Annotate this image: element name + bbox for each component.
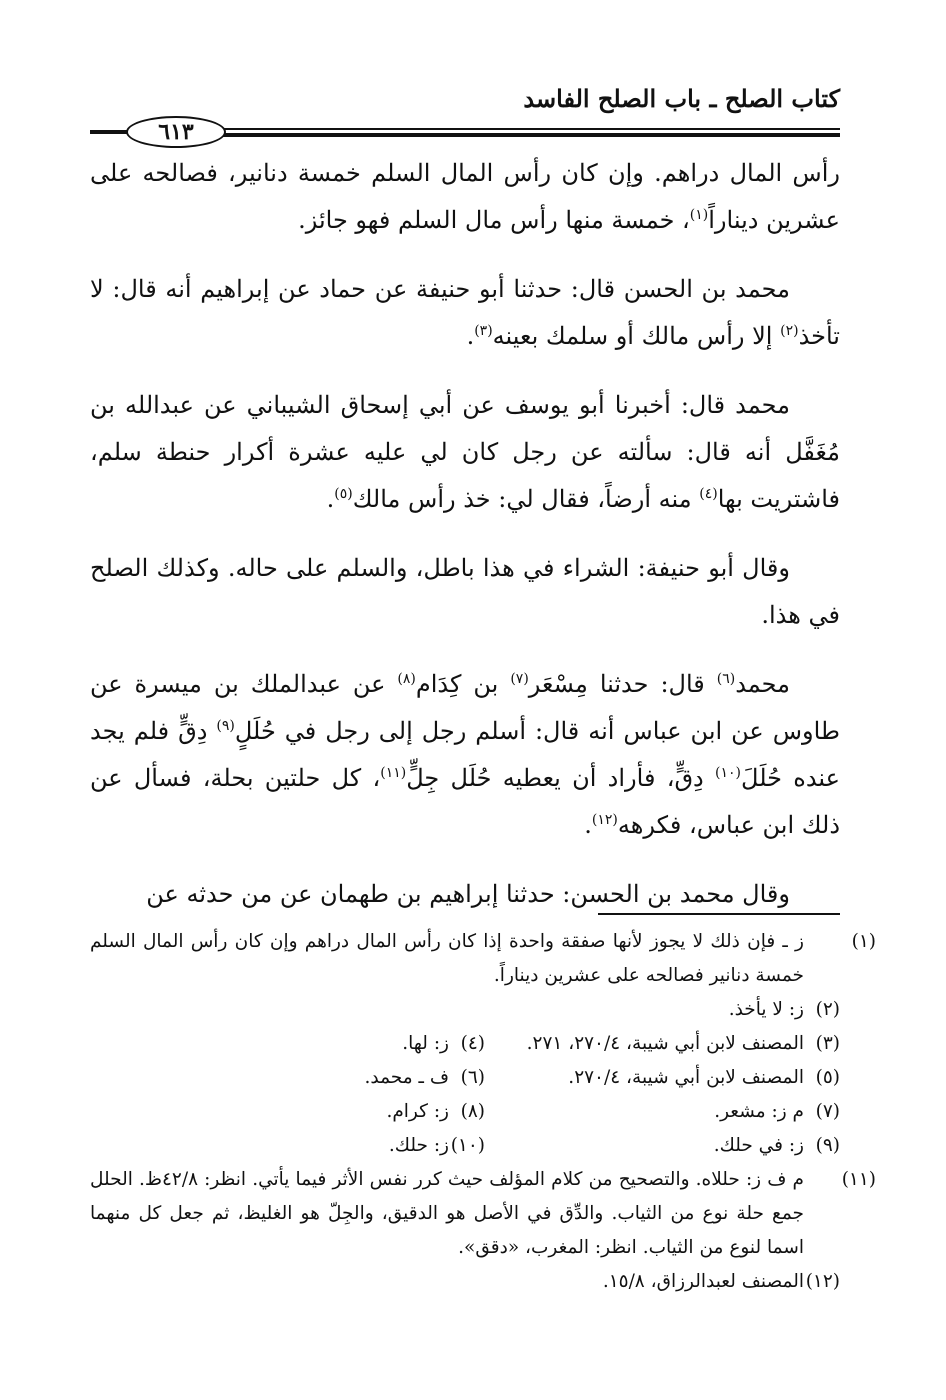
header-rule [90,120,840,144]
paragraph-5 [90,661,840,849]
footnote-ref: (٢) [780,323,799,339]
paragraph-text: محمد [735,670,791,698]
footnote-marker: (٧) [815,1101,840,1122]
footnote-text: ز: لا يأخذ. [728,999,804,1020]
footnote-row [90,1027,840,1061]
footnote-row [90,1095,840,1129]
page-number: ٦١٣ [126,116,226,148]
footnote-ref: (٧) [510,671,529,687]
footnote-12 [90,1265,840,1299]
paragraph-4 [90,545,840,639]
footnote-ref: (٦) [716,671,736,687]
footnote-marker: (١) [851,931,876,952]
footnote-text: م ز: مشعر. [714,1101,804,1122]
paragraph-text: بن كِدَام [415,670,511,698]
footnote-text: م ف ز: حللاه. والتصحيح من كلام المؤلف حيث كرر نفس الأثر فيما يأتي. انظر: ٤٢/٨ظ. الحلل جمع حلة نوع من الثياب. والدِّق في الأصل هو الدقيق، والجِلّ هو الغليظ، ثم جعل كل منهما اسما لنوع من الثياب. انظر: المغرب، «دقق». [90,1169,804,1258]
footnote-9 [505,1129,840,1163]
footnote-ref: (٣) [474,323,493,339]
main-text [90,150,840,940]
running-title: كتاب الصلح ـ باب الصلح الفاسد [523,84,840,113]
footnote-marker: (٨) [460,1101,485,1122]
paragraph-text: عن عبدالملك بن ميسرة عن طاوس عن ابن عباس أنه قال: أسلم رجل إلى رجل في حُلَلٍ [90,670,841,745]
footnote-ref: (١١) [380,765,407,781]
footnote-marker: (١٢) [805,1271,840,1292]
paragraph-3 [90,382,840,523]
paragraph-text: دِقٍّ، فأراد أن يعطيه حُلَل جِلٍّ [406,764,716,792]
footnote-row [90,1129,840,1163]
paragraph-text: . [326,485,335,513]
footnote-text: المصنف لابن أبي شيبة، ٢٧٠/٤. [568,1067,804,1088]
paragraph-text: دِقٍّ فلم يجد عنده حُلَلَ [90,717,840,792]
footnote-separator [598,913,840,915]
footnote-5 [505,1061,840,1095]
footnote-text: ز: حلك. [388,1135,449,1156]
paragraph-text: . [466,322,475,350]
footnote-text: ز ـ فإن ذلك لا يجوز لأنها صفقة واحدة إذا كان رأس المال دراهم وإن كان رأس المال السلم خمسة دنانير فصالحه على عشرين ديناراً. [90,931,804,986]
footnote-marker: (١٠) [450,1135,485,1156]
footnote-4 [402,1027,485,1061]
footnote-text: المصنف لعبدالرزاق، ١٥/٨. [602,1271,804,1292]
footnote-marker: (١١) [841,1169,876,1190]
footnote-row [90,1061,840,1095]
footnote-ref: (٥) [334,486,353,502]
paragraph-text: . [584,811,592,839]
footnotes [90,925,876,1299]
header-rule-thin-line [210,128,840,130]
footnote-marker: (٣) [815,1033,840,1054]
footnote-ref: (٩) [216,718,235,734]
footnote-text: ز: في حلك. [713,1135,804,1156]
paragraph-text: محمد قال: أخبرنا أبو يوسف عن أبي إسحاق الشيباني عن عبدالله بن مُغَفَّل أنه قال: سألته عن رجل كان لي عليه عشرة أكرار حنطة سلم، فاشتريت بها [90,391,840,513]
paragraph-text: ، كل حلتين بحلة، فسأل عن ذلك ابن عباس، فكرهه [90,764,840,839]
footnote-marker: (٥) [815,1067,840,1088]
footnote-text: ز: كرام. [386,1101,449,1122]
header-rule-thick-line [210,133,840,137]
footnote-text: ف ـ محمد. [364,1067,449,1088]
paragraph-text: وقال محمد بن الحسن: حدثنا إبراهيم بن طهمان عن من حدثه عن [146,880,790,908]
footnote-8 [386,1095,485,1129]
footnote-ref: (١٠) [715,765,742,781]
paragraph-2 [90,266,840,360]
paragraph-text: منه أرضاً، فقال لي: خذ رأس مالك [352,485,700,513]
paragraph-text: وقال أبو حنيفة: الشراء في هذا باطل، والسلم على حاله. وكذلك الصلح في هذا. [90,554,840,629]
paragraph-6 [90,871,840,918]
paragraph-1 [90,150,840,244]
footnote-10 [389,1129,485,1163]
footnote-ref: (٤) [699,486,718,502]
page-number-ornament [90,130,130,134]
footnote-ref: (٨) [397,671,416,687]
page-header [90,78,840,148]
footnote-3 [505,1027,840,1061]
paragraph-text: رأس المال دراهم. وإن كان رأس المال السلم خمسة دنانير، فصالحه على عشرين ديناراً [90,159,840,234]
footnote-ref: (١) [689,207,709,223]
footnote-7 [505,1095,840,1129]
footnote-text: المصنف لابن أبي شيبة، ٢٧٠/٤، ٢٧١. [526,1033,804,1054]
paragraph-text: ، خمسة منها رأس مال السلم فهو جائز. [298,206,690,234]
paragraph-text: إلا رأس مالك أو سلمك بعينه [492,322,781,350]
footnote-1 [90,925,876,993]
footnote-6 [365,1061,486,1095]
footnote-2 [90,993,840,1027]
footnote-marker: (٦) [460,1067,485,1088]
footnote-marker: (٩) [815,1135,840,1156]
footnote-marker: (٢) [815,999,840,1020]
paragraph-text: قال: حدثنا مِسْعَر [528,670,717,698]
footnote-marker: (٤) [460,1033,485,1054]
footnote-ref: (١٢) [591,812,618,828]
footnote-text: ز: لها. [402,1033,449,1054]
paragraph-text: محمد بن الحسن قال: حدثنا أبو حنيفة عن حماد عن إبراهيم أنه قال: لا تأخذ [90,275,840,350]
footnote-11 [90,1163,876,1265]
